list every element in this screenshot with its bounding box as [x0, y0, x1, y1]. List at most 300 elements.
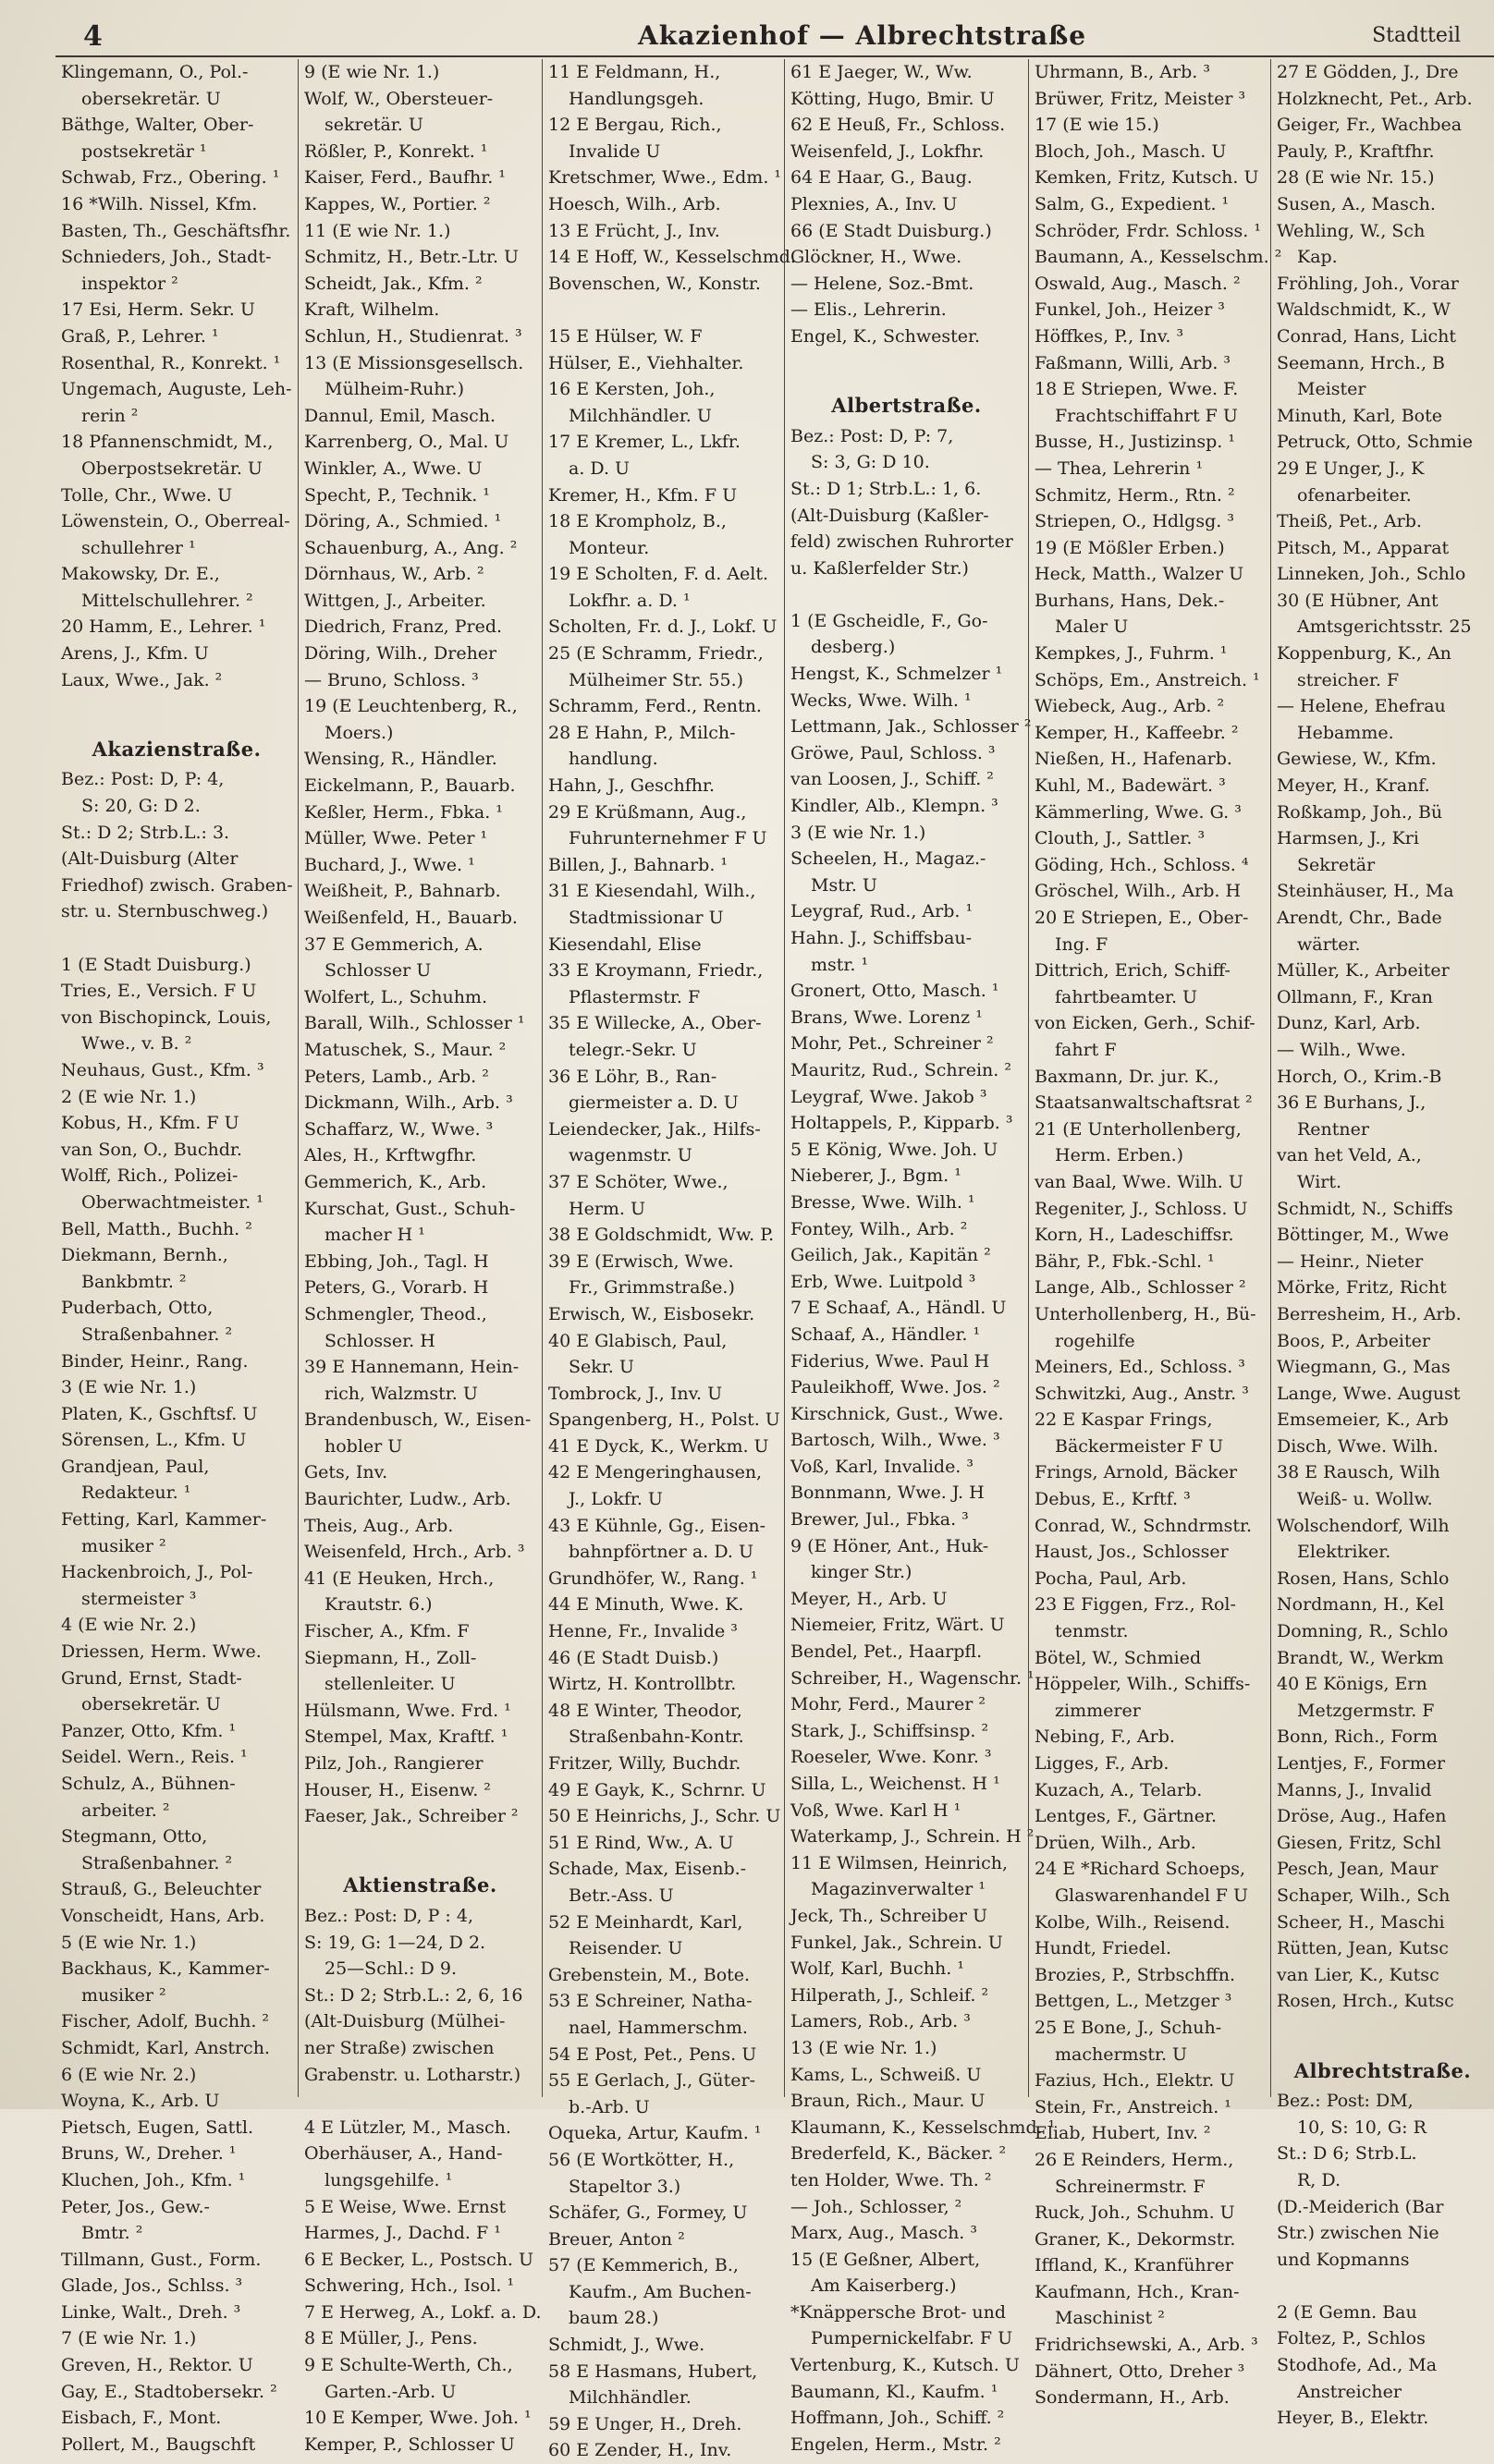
- directory-entry: Schreiber, H., Wagenschr. ¹: [790, 1667, 1035, 1689]
- directory-entry: 22 E Kaspar Frings,: [1035, 1409, 1213, 1431]
- directory-entry: Kötting, Hugo, Bmir. U: [790, 88, 995, 109]
- entry-continuation: giermeister a. D. U: [569, 1092, 739, 1114]
- directory-entry: Kemper, P., Schlosser U: [304, 2434, 515, 2455]
- directory-entry: Ollmann, F., Kran: [1277, 986, 1433, 1007]
- spacer: [1277, 2273, 1488, 2299]
- directory-entry: Grebenstein, M., Bote.: [548, 1964, 751, 1985]
- directory-entry: Braun, Rich., Maur. U: [790, 2091, 986, 2112]
- directory-entry: 7 E Herweg, A., Lokf. a. D.: [304, 2301, 542, 2323]
- directory-entry: Grundhöfer, W., Rang. ¹: [548, 1567, 758, 1589]
- directory-entry: 29 E Krüßmann, Aug.,: [548, 801, 747, 823]
- entry-continuation: nael, Hammerschm.: [569, 2017, 748, 2038]
- directory-entry: Brewer, Jul., Fbka. ³: [790, 1509, 969, 1531]
- entry-continuation: Schreinermstr. F: [1055, 2176, 1206, 2197]
- directory-entry: (Alt-Duisburg (Mülhei-: [304, 2011, 506, 2032]
- entry-continuation: streicher. F: [1297, 669, 1400, 690]
- directory-entry: Eisbach, F., Mont.: [61, 2408, 222, 2429]
- directory-entry: Keßler, Herm., Fbka. ¹: [304, 801, 503, 823]
- entry-continuation: Krautstr. 6.): [325, 1594, 433, 1616]
- directory-entry: Jeck, Th., Schreiber U: [790, 1905, 987, 1926]
- directory-entry: 31 E Kiesendahl, Wilh.,: [548, 881, 756, 902]
- directory-entry: Wolfert, L., Schuhm.: [304, 986, 487, 1007]
- directory-entry: u. Kaßlerfelder Str.): [790, 557, 969, 579]
- directory-entry: Waldschmidt, K., W: [1277, 299, 1451, 321]
- directory-entry: Wiegmann, G., Mas: [1277, 1357, 1451, 1378]
- entry-continuation: fahrt F: [1055, 1039, 1117, 1060]
- directory-entry: Gets, Inv.: [304, 1462, 388, 1483]
- directory-entry: Hahn. J., Schiffsbau-: [790, 928, 973, 948]
- directory-entry: feld) zwischen Ruhrorter: [790, 531, 1013, 553]
- directory-entry: Horch, O., Krim.-B: [1277, 1066, 1442, 1087]
- directory-entry: 60 E Zender, H., Inv.: [548, 2440, 732, 2461]
- directory-entry: Mohr, Ferd., Maurer ²: [790, 1694, 986, 1715]
- directory-entry: Kremer, H., Kfm. F U: [548, 484, 738, 506]
- directory-entry: Petruck, Otto, Schmie: [1277, 432, 1473, 453]
- entry-continuation: Amtsgerichtsstr. 25: [1297, 616, 1472, 638]
- directory-entry: 37 E Schöter, Wwe.,: [548, 1171, 729, 1192]
- directory-entry: Pauleikhoff, Wwe. Jos. ²: [790, 1377, 1000, 1398]
- directory-entry: Pitsch, M., Apparat: [1277, 537, 1450, 558]
- directory-entry: 50 E Heinrichs, J., Schr. U: [548, 1806, 781, 1827]
- directory-entry: Kirschnick, Gust., Wwe.: [790, 1403, 1004, 1424]
- directory-entry: Clouth, J., Sattler. ³: [1035, 828, 1206, 849]
- directory-entry: Panzer, Otto, Kfm. ¹: [61, 1720, 237, 1741]
- directory-entry: Brans, Wwe. Lorenz ¹: [790, 1006, 983, 1028]
- directory-entry: Steinhäuser, H., Ma: [1277, 881, 1454, 902]
- directory-entry: 9 (E Höner, Ant., Huk-: [790, 1535, 989, 1556]
- directory-entry: — Bruno, Schloss. ³: [304, 669, 479, 690]
- directory-entry: Giesen, Fritz, Schl: [1277, 1832, 1441, 1853]
- entry-continuation: Rentner: [1297, 1118, 1369, 1140]
- entry-continuation: ofenarbeiter.: [1297, 484, 1412, 506]
- directory-entry: 30 (E Hübner, Ant: [1277, 590, 1439, 611]
- column-6: [1270, 59, 1494, 2429]
- directory-entry: Kiesendahl, Elise: [548, 933, 702, 955]
- entry-continuation: Anstreicher: [1297, 2381, 1402, 2402]
- directory-entry: Stein, Fr., Anstreich. ¹: [1035, 2096, 1231, 2117]
- spacer: [61, 693, 292, 720]
- directory-entry: Hackenbroich, J., Pol-: [61, 1562, 253, 1583]
- directory-entry: St.: D 2; Strb.L.: 3.: [61, 822, 230, 843]
- directory-entry: — Joh., Schlosser, ²: [790, 2196, 962, 2217]
- directory-entry: Bell, Matth., Buchh. ²: [61, 1218, 252, 1239]
- entry-continuation: Am Kaiserberg.): [811, 2275, 957, 2297]
- directory-entry: Driessen, Herm. Wwe.: [61, 1641, 262, 1663]
- entry-continuation: Straßenbahner. ²: [81, 1852, 233, 1873]
- directory-entry: Schmengler, Theod.,: [304, 1303, 487, 1324]
- directory-entry: 40 E Königs, Ern: [1277, 1674, 1427, 1695]
- directory-entry: Lentges, F., Gärtner.: [1035, 1806, 1218, 1827]
- page-number: 4: [83, 20, 103, 53]
- directory-entry: Niemeier, Fritz, Wärt. U: [790, 1615, 1005, 1636]
- section-label: Stadtteil: [1372, 24, 1461, 47]
- directory-entry: Wirtz, H. Kontrollbtr.: [548, 1674, 737, 1695]
- directory-entry: 25 E Bone, J., Schuh-: [1035, 2017, 1222, 2038]
- directory-entry: Kempkes, J., Fuhrm. ¹: [1035, 643, 1228, 665]
- directory-entry: Glöckner, H., Wwe.: [790, 247, 962, 268]
- directory-entry: Klaumann, K., Kesselschmd. ¹: [790, 2116, 1056, 2138]
- directory-entry: 54 E Post, Pet., Pens. U: [548, 2043, 757, 2065]
- entry-continuation: Garten.-Arb. U: [325, 2381, 457, 2402]
- running-title: Akazienhof — Albrechtstraße: [638, 20, 1087, 51]
- directory-entry: Puderbach, Otto,: [61, 1298, 214, 1319]
- directory-entry: Diekmann, Bernh.,: [61, 1245, 228, 1266]
- directory-entry: Billen, J., Bahnarb. ¹: [548, 854, 729, 875]
- directory-entry: — Heinr., Nieter: [1277, 1250, 1424, 1272]
- directory-entry: Funkel, Jak., Schrein. U: [790, 1932, 1003, 1953]
- directory-entry: 52 E Meinhardt, Karl,: [548, 1911, 743, 1933]
- entry-continuation: zimmerer: [1055, 1700, 1141, 1721]
- entry-continuation: 10, S: 10, G: R: [1297, 2116, 1427, 2138]
- directory-entry: Ungemach, Auguste, Leh-: [61, 379, 292, 400]
- directory-entry: Gemmerich, K., Arb.: [304, 1171, 487, 1192]
- directory-entry: Gewiese, W., Kfm.: [1277, 749, 1437, 770]
- directory-entry: Silla, L., Weichenst. H ¹: [790, 1774, 1000, 1794]
- directory-entry: — Helene, Ehefrau: [1277, 696, 1446, 717]
- directory-entry: Dröse, Aug., Hafen: [1277, 1806, 1447, 1827]
- directory-entry: Geilich, Jak., Kapitän ²: [790, 1245, 991, 1266]
- directory-entry: Basten, Th., Geschäftsfhr.: [61, 220, 291, 241]
- entry-continuation: Bäckermeister F U: [1055, 1435, 1224, 1457]
- entry-continuation: tenmstr.: [1055, 1621, 1129, 1642]
- directory-entry: Dörnhaus, W., Arb. ²: [304, 564, 484, 585]
- directory-entry: 8 E Müller, J., Pens.: [304, 2328, 478, 2349]
- directory-entry: 19 (E Leuchtenberg, R.,: [304, 696, 518, 717]
- directory-entry: Platen, K., Gschftsf. U: [61, 1403, 258, 1424]
- directory-entry: van Son, O., Buchdr.: [61, 1139, 242, 1160]
- directory-entry: Waterkamp, J., Schrein. H ²: [790, 1826, 1035, 1848]
- directory-entry: Voß, Wwe. Karl H ¹: [790, 1799, 961, 1821]
- directory-entry: Str.) zwischen Nie: [1277, 2223, 1439, 2244]
- directory-entry: Baumann, Kl., Kaufm. ¹: [790, 2381, 998, 2402]
- directory-entry: 42 E Mengeringhausen,: [548, 1462, 763, 1483]
- directory-entry: Fiderius, Wwe. Paul H: [790, 1350, 990, 1372]
- directory-entry: Hülser, E., Viehhalter.: [548, 352, 744, 373]
- entry-continuation: Pflastermstr. F: [569, 986, 701, 1007]
- directory-entry: Ruck, Joh., Schuhm. U: [1035, 2202, 1235, 2224]
- directory-entry: 4 E Lützler, M., Masch.: [304, 2116, 511, 2138]
- directory-entry: 15 (E Geßner, Albert,: [790, 2249, 981, 2270]
- directory-entry: Engel, K., Schwester.: [790, 325, 981, 347]
- directory-entry: 16 *Wilh. Nissel, Kfm.: [61, 193, 258, 214]
- directory-entry: Minuth, Karl, Bote: [1277, 405, 1442, 426]
- directory-entry: Susen, A., Masch.: [1277, 193, 1436, 214]
- directory-entry: 12 E Bergau, Rich.,: [548, 115, 722, 136]
- directory-entry: 21 (E Unterhollenberg,: [1035, 1118, 1242, 1140]
- entry-continuation: wagenmstr. U: [569, 1145, 692, 1166]
- directory-entry: Diedrich, Franz, Pred.: [304, 616, 503, 638]
- directory-entry: Kappes, W., Portier. ²: [304, 193, 491, 214]
- directory-entry: Linneken, Joh., Schlo: [1277, 564, 1466, 585]
- directory-entry: 40 E Glabisch, Paul,: [548, 1330, 728, 1351]
- directory-entry: Kemper, H., Kaffeebr. ²: [1035, 722, 1239, 743]
- street-heading: Albrechtstraße.: [1293, 2058, 1472, 2082]
- directory-entry: Grund, Ernst, Stadt-: [61, 1667, 242, 1689]
- directory-entry: Hahn, J., Geschfhr.: [548, 775, 716, 797]
- directory-entry: Schwab, Frz., Obering. ¹: [61, 167, 280, 189]
- column-4: [784, 59, 1056, 2455]
- directory-entry: Kämmerling, Wwe. G. ³: [1035, 801, 1242, 823]
- entry-continuation: S: 20, G: D 2.: [81, 796, 201, 817]
- directory-entry: 66 (E Stadt Duisburg.): [790, 220, 992, 241]
- directory-entry: Gröwe, Paul, Schloss. ³: [790, 742, 996, 763]
- directory-entry: Funkel, Joh., Heizer ³: [1035, 299, 1225, 321]
- directory-entry: Lamers, Rob., Arb. ³: [790, 2011, 971, 2032]
- directory-entry: Weisenfeld, Hrch., Arb. ³: [304, 1542, 525, 1563]
- directory-entry: Pocha, Paul, Arb.: [1035, 1567, 1187, 1589]
- entry-continuation: Weiß- u. Wollw.: [1297, 1489, 1433, 1510]
- directory-entry: Berresheim, H., Arb.: [1277, 1303, 1462, 1324]
- directory-entry: Löwenstein, O., Oberreal-: [61, 511, 290, 532]
- directory-entry: 18 E Striepen, Wwe. F.: [1035, 379, 1239, 400]
- directory-entry: 5 E Weise, Wwe. Ernst: [304, 2196, 507, 2217]
- entry-continuation: sekretär. U: [325, 115, 423, 136]
- directory-entry: 61 E Jaeger, W., Ww.: [790, 62, 973, 82]
- directory-entry: 43 E Kühnle, Gg., Eisen-: [548, 1515, 766, 1536]
- directory-entry: 36 E Burhans, J.,: [1277, 1092, 1427, 1114]
- directory-entry: van Baal, Wwe. Wilh. U: [1035, 1171, 1243, 1192]
- directory-entry: Schmidt, Karl, Anstrch.: [61, 2037, 270, 2058]
- entry-continuation: Bmtr. ²: [81, 2223, 143, 2244]
- entry-continuation: Frachtschiffahrt F U: [1055, 405, 1238, 426]
- directory-entry: Kaiser, Ferd., Baufhr. ¹: [304, 167, 506, 189]
- directory-entry: Schwering, Hch., Isol. ¹: [304, 2275, 515, 2297]
- directory-entry: 17 Esi, Herm. Sekr. U: [61, 299, 255, 321]
- entry-continuation: handlung.: [569, 749, 658, 770]
- directory-entry: Kobus, H., Kfm. F U: [61, 1113, 239, 1134]
- directory-entry: S: 19, G: 1—24, D 2.: [304, 1932, 486, 1953]
- directory-entry: Barall, Wilh., Schlosser ¹: [304, 1013, 525, 1034]
- directory-entry: Brandt, W., Werkm: [1277, 1647, 1444, 1668]
- directory-entry: Frings, Arnold, Bäcker: [1035, 1462, 1238, 1483]
- directory-entry: Gronert, Otto, Masch. ¹: [790, 981, 999, 1002]
- entry-continuation: Sekretär: [1297, 854, 1376, 875]
- directory-entry: 28 (E wie Nr. 15.): [1277, 167, 1435, 189]
- directory-entry: Bötel, W., Schmied: [1035, 1647, 1202, 1668]
- directory-entry: Boos, P., Arbeiter: [1277, 1330, 1430, 1351]
- directory-entry: Schulz, A., Bühnen-: [61, 1774, 236, 1794]
- directory-entry: 39 E (Erwisch, Wwe.: [548, 1250, 734, 1272]
- directory-entry: 33 E Kroymann, Friedr.,: [548, 960, 764, 982]
- entry-continuation: Maler U: [1055, 616, 1129, 638]
- directory-entry: Haust, Jos., Schlosser: [1035, 1542, 1229, 1563]
- directory-entry: Staatsanwaltschaftsrat ²: [1035, 1092, 1253, 1114]
- directory-entry: Theiß, Pet., Arb.: [1277, 511, 1422, 532]
- directory-entry: ten Holder, Wwe. Th. ²: [790, 2169, 992, 2190]
- entry-continuation: desberg.): [811, 637, 896, 658]
- directory-entry: 11 (E wie Nr. 1.): [304, 220, 451, 241]
- directory-entry: Schäfer, G., Formey, U: [548, 2202, 748, 2224]
- directory-entry: Schade, Max, Eisenb.-: [548, 1859, 747, 1880]
- directory-entry: Mauritz, Rud., Schrein. ²: [790, 1059, 1011, 1080]
- directory-entry: 38 E Rausch, Wilh: [1277, 1462, 1440, 1483]
- directory-entry: 38 E Goldschmidt, Ww. P.: [548, 1225, 775, 1246]
- entry-continuation: inspektor ²: [81, 273, 178, 294]
- directory-entry: Burhans, Hans, Dek.-: [1035, 590, 1225, 611]
- directory-entry: Oqueka, Artur, Kaufm. ¹: [548, 2123, 762, 2144]
- directory-entry: 58 E Hasmans, Hubert,: [548, 2360, 758, 2382]
- directory-entry: Foltez, P., Schlos: [1277, 2328, 1426, 2349]
- directory-entry: Wittgen, J., Arbeiter.: [304, 590, 486, 611]
- directory-entry: Müller, Wwe. Peter ¹: [304, 828, 488, 849]
- directory-entry: 10 E Kemper, Wwe. Joh. ¹: [304, 2408, 532, 2429]
- directory-entry: Weisenfeld, J., Lokfhr.: [790, 140, 985, 162]
- entry-continuation: a. D. U: [569, 457, 631, 479]
- directory-entry: 56 (E Wortkötter, H.,: [548, 2149, 735, 2170]
- directory-entry: Kretschmer, Wwe., Edm. ¹: [548, 167, 782, 189]
- directory-entry: Baxmann, Dr. jur. K.,: [1035, 1066, 1219, 1087]
- spacer: [304, 1830, 536, 1857]
- entry-continuation: rogehilfe: [1055, 1330, 1135, 1351]
- directory-entry: Bresse, Wwe. Wilh. ¹: [790, 1191, 975, 1213]
- directory-entry: St.: D 6; Strb.L.: [1277, 2143, 1417, 2165]
- entry-continuation: R, D.: [1297, 2169, 1341, 2190]
- directory-entry: Bez.: Post: DM,: [1277, 2091, 1414, 2112]
- directory-entry: Graner, K., Dekormstr.: [1035, 2228, 1236, 2250]
- directory-entry: 17 (E wie 15.): [1035, 115, 1159, 136]
- directory-entry: Breuer, Anton ²: [548, 2228, 685, 2250]
- spacer: [61, 925, 292, 952]
- entry-continuation: stellenleiter. U: [325, 1674, 456, 1695]
- directory-entry: 9 E Schulte-Werth, Ch.,: [304, 2355, 513, 2376]
- directory-entry: Fontey, Wilh., Arb. ²: [790, 1218, 968, 1239]
- directory-entry: 24 E *Richard Schoeps,: [1035, 1859, 1246, 1880]
- entry-continuation: Betr.-Ass. U: [569, 1885, 674, 1906]
- directory-entry: 2 (E Gemn. Bau: [1277, 2301, 1417, 2323]
- directory-entry: 5 E König, Wwe. Joh. U: [790, 1139, 998, 1160]
- directory-entry: Dannul, Emil, Masch.: [304, 405, 496, 426]
- directory-entry: Kindler, Alb., Klempn. ³: [790, 796, 998, 817]
- directory-entry: 13 (E Missionsgesellsch.: [304, 352, 524, 373]
- entry-continuation: Fr., Grimmstraße.): [569, 1277, 735, 1299]
- directory-entry: Stegmann, Otto,: [61, 1826, 208, 1848]
- entry-continuation: macher H ¹: [325, 1225, 425, 1246]
- directory-entry: Brederfeld, K., Bäcker. ²: [790, 2143, 1007, 2165]
- directory-entry: Schnieders, Joh., Stadt-: [61, 247, 272, 268]
- directory-entry: Schwitzki, Aug., Anstr. ³: [1035, 1383, 1249, 1404]
- directory-entry: 7 (E wie Nr. 1.): [61, 2328, 197, 2349]
- entry-continuation: Mstr. U: [811, 874, 877, 896]
- directory-entry: Faßmann, Willi, Arb. ³: [1035, 352, 1231, 373]
- directory-entry: Ligges, F., Arb.: [1035, 1753, 1169, 1774]
- directory-entry: Laux, Wwe., Jak. ²: [61, 669, 223, 690]
- directory-entry: Lange, Wwe. August: [1277, 1383, 1461, 1404]
- directory-entry: 25 (E Schramm, Friedr.,: [548, 643, 764, 665]
- directory-entry: Fischer, A., Kfm. F: [304, 1621, 470, 1642]
- directory-entry: (Alt-Duisburg (Kaßler-: [790, 505, 989, 526]
- directory-entry: 18 E Krompholz, B.,: [548, 511, 727, 532]
- directory-entry: Rosenthal, R., Konrekt. ¹: [61, 352, 281, 373]
- column-3: [542, 59, 796, 2461]
- directory-entry: Fazius, Hch., Elektr. U: [1035, 2070, 1235, 2092]
- directory-entry: 1 (E Stadt Duisburg.): [61, 954, 251, 975]
- directory-entry: Baurichter, Ludw., Arb.: [304, 1489, 511, 1510]
- directory-entry: Disch, Wwe. Wilh.: [1277, 1435, 1439, 1457]
- directory-entry: Harmes, J., Dachd. F ¹: [304, 2223, 501, 2244]
- directory-entry: *Knäppersche Brot- und: [790, 2301, 1007, 2323]
- entry-continuation: Handlungsgeh.: [569, 88, 704, 109]
- directory-entry: Kuzach, A., Telarb.: [1035, 1779, 1203, 1800]
- entry-continuation: Mülheim-Ruhr.): [325, 379, 464, 400]
- entry-continuation: Kap.: [1297, 247, 1338, 268]
- entry-continuation: stermeister ³: [81, 1588, 197, 1609]
- directory-entry: Dickmann, Wilh., Arb. ³: [304, 1092, 513, 1114]
- directory-entry: (D.-Meiderich (Bar: [1277, 2196, 1444, 2217]
- directory-entry: Oswald, Aug., Masch. ²: [1035, 273, 1241, 294]
- directory-entry: 62 E Heuß, Fr., Schloss.: [790, 115, 1006, 136]
- directory-entry: Wiebeck, Aug., Arb. ²: [1035, 696, 1225, 717]
- spacer: [790, 350, 1023, 377]
- directory-entry: 20 E Striepen, E., Ober-: [1035, 908, 1249, 928]
- directory-entry: Mörke, Fritz, Richt: [1277, 1277, 1447, 1299]
- directory-entry: St.: D 2; Strb.L.: 2, 6, 16: [304, 1984, 523, 2006]
- directory-entry: Vertenburg, K., Kutsch. U: [790, 2355, 1020, 2376]
- entry-continuation: Schlosser. H: [325, 1330, 435, 1351]
- entry-continuation: Invalide U: [569, 140, 661, 162]
- directory-entry: Brandenbusch, W., Eisen-: [304, 1409, 532, 1431]
- directory-entry: Schaaf, A., Händler. ¹: [790, 1323, 981, 1345]
- directory-entry: Oberhäuser, A., Hand-: [304, 2143, 503, 2165]
- directory-entry: Tillmann, Gust., Form.: [61, 2249, 262, 2270]
- directory-entry: von Bischopinck, Louis,: [61, 1006, 272, 1028]
- directory-entry: von Eicken, Gerh., Schif-: [1035, 1013, 1255, 1034]
- directory-entry: Bäthge, Walter, Ober-: [61, 115, 254, 136]
- directory-entry: Matuschek, S., Maur. ²: [304, 1039, 507, 1060]
- page-header: [55, 13, 1494, 57]
- directory-entry: 36 E Löhr, B., Ran-: [548, 1066, 717, 1087]
- directory-entry: Marx, Aug., Masch. ³: [790, 2223, 978, 2244]
- directory-entry: 17 E Kremer, L., Lkfr.: [548, 432, 741, 453]
- directory-entry: Holzknecht, Pet., Arb.: [1277, 88, 1473, 109]
- entry-continuation: Elektriker.: [1297, 1542, 1391, 1563]
- directory-entry: — Thea, Lehrerin ¹: [1035, 457, 1204, 479]
- directory-entry: 41 E Dyck, K., Werkm. U: [548, 1435, 769, 1457]
- directory-entry: Holtappels, P., Kipparb. ³: [790, 1113, 1013, 1134]
- entry-continuation: obersekretär. U: [81, 88, 221, 109]
- directory-entry: Manns, J., Invalid: [1277, 1779, 1432, 1800]
- directory-entry: Koppenburg, K., An: [1277, 643, 1451, 665]
- spacer: [548, 297, 778, 323]
- directory-entry: Lettmann, Jak., Schlosser ²: [790, 716, 1032, 738]
- entry-continuation: lungsgehilfe. ¹: [325, 2169, 453, 2190]
- directory-entry: Graß, P., Lehrer. ¹: [61, 325, 219, 347]
- directory-entry: str. u. Sternbuschweg.): [61, 901, 269, 922]
- directory-entry: Dittrich, Erich, Schiff-: [1035, 960, 1231, 982]
- directory-entry: Henne, Fr., Invalide ³: [548, 1621, 738, 1642]
- directory-entry: 53 E Schreiner, Natha-: [548, 1991, 753, 2012]
- directory-entry: Kemken, Fritz, Kutsch. U: [1035, 167, 1259, 189]
- directory-entry: 28 E Hahn, P., Milch-: [548, 722, 736, 743]
- directory-entry: — Wilh., Wwe.: [1277, 1039, 1406, 1060]
- entry-continuation: Pumpernickelfabr. F U: [811, 2328, 1013, 2349]
- directory-entry: Nieberer, J., Bgm. ¹: [790, 1165, 961, 1187]
- entry-continuation: Stapeltor 3.): [569, 2176, 681, 2197]
- entry-continuation: Straßenbahner. ²: [81, 1323, 233, 1345]
- directory-entry: Nießen, H., Hafenarb.: [1035, 749, 1232, 770]
- directory-entry: Wolff, Rich., Polizei-: [61, 1165, 239, 1187]
- directory-entry: 6 E Becker, L., Postsch. U: [304, 2249, 534, 2270]
- directory-entry: Roeseler, Wwe. Konr. ³: [790, 1747, 992, 1768]
- entry-continuation: Herm. U: [569, 1198, 646, 1219]
- entry-continuation: wärter.: [1297, 933, 1361, 955]
- entry-continuation: Redakteur. ¹: [81, 1482, 191, 1504]
- directory-entry: Heyer, B., Elektr.: [1277, 2408, 1429, 2429]
- directory-entry: Bettgen, L., Metzger ³: [1035, 1991, 1232, 2012]
- directory-entry: Neuhaus, Gust., Kfm. ³: [61, 1059, 264, 1080]
- directory-entry: Korn, H., Ladeschiffsr.: [1035, 1225, 1234, 1246]
- directory-entry: Schmidt, J., Wwe.: [548, 2335, 705, 2356]
- directory-entry: St.: D 1; Strb.L.: 1, 6.: [790, 478, 982, 499]
